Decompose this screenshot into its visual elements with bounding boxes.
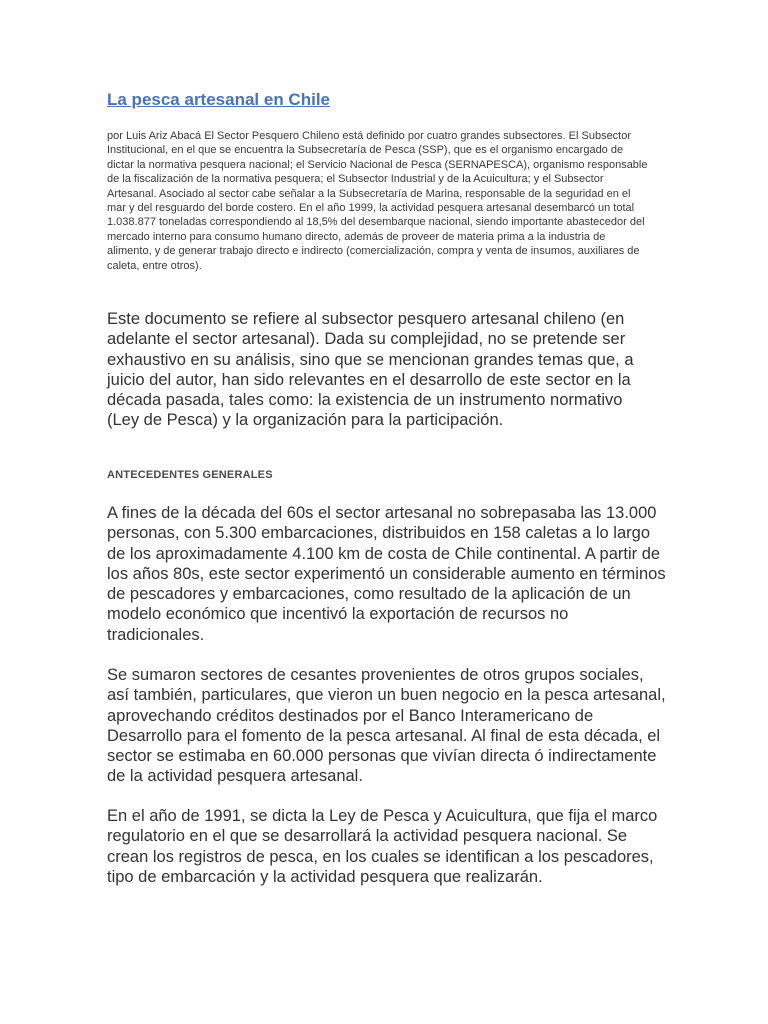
section-heading: ANTECEDENTES GENERALES [107,469,273,481]
paragraph-scope: Este documento se refiere al subsector pesquero artesanal chileno (en adelante el sector artesanal). Dada su complejidad, no se pretende ser exhaustivo en su análisis, sino que se mencionan grandes temas que, a juicio del autor, han sido relevantes en el desarrollo de este sector en la década pasada, tales como: la existencia de un instrumento normativo (Ley de Pesca) y la organización para la participación. [107,310,634,430]
intro-paragraph: por Luis Ariz Abacá El Sector Pesquero Chileno está definido por cuatro grandes subsectores. El Subsector Institucional, en el que se encuentra la Subsecretaría de Pesca (SSP), que es el organismo encargado de dictar la normativa pesquera nacional; el Servicio Nacional de Pesca (SERNAPESCA), organismo responsable de la fiscalización de la normativa pesquera; el Subsector Industrial y de la Acuicultura; y el Subsector Artesanal. Asociado al sector cabe señalar a la Subsecretaría de Marina, responsable de la seguridad en el mar y del resguardo del borde costero. En el año 1999, la actividad pesquera artesanal desembarcó un total 1.038.877 toneladas correspondiendo al 18,5% del desembarque nacional, siendo importante abastecedor del mercado interno para consumo humano directo, además de proveer de materia prima a la industria de alimento, y de generar trabajo directo e indirecto (comercialización, compra y venta de insumos, auxiliares de caleta, entre otros). [107,130,648,272]
paragraph-law: En el año de 1991, se dicta la Ley de Pesca y Acuicultura, que fija el marco regulatorio en el que se desarrollará la actividad pesquera nacional. Se crean los registros de pesca, en los cuales se identifican a los pescadores, tipo de embarcación y la actividad pesquera que realizarán. [107,807,658,886]
paragraph-history: A fines de la década del 60s el sector artesanal no sobrepasaba las 13.000 personas, con 5.300 embarcaciones, distribuidos en 158 caletas a lo largo de los aproximadamente 4.100 km de costa de Chile continental. A partir de los años 80s, este sector experimentó un considerable aumento en términos de pescadores y embarcaciones, como resultado de la aplicación de un modelo económico que incentivó la exportación de recursos no tradicionales. [107,504,666,644]
document-title-link[interactable]: La pesca artesanal en Chile [107,90,330,109]
paragraph-growth: Se sumaron sectores de cesantes provenientes de otros grupos sociales, así también, particulares, que vieron un buen negocio en la pesca artesanal, aprovechando créditos destinados por el Banco Interamericano de Desarrollo para el fomento de la pesca artesanal. Al final de esta década, el sector se estimaba en 60.000 personas que vivían directa ó indirectamente de la actividad pesquera artesanal. [107,666,666,786]
